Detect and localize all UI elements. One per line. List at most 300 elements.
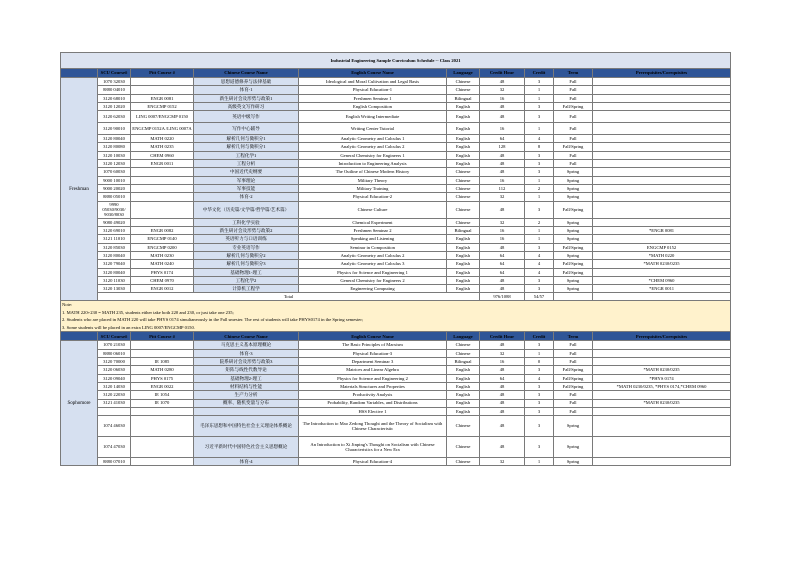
column-header: Prerequisites/Corequisites <box>593 332 731 341</box>
course-lang: English <box>447 160 480 168</box>
course-term: Fall <box>554 358 593 366</box>
total-credit: 54/57 <box>525 293 554 301</box>
notes-row <box>61 301 731 332</box>
column-header: Credit Hour <box>480 332 525 341</box>
course-lang: English <box>447 251 480 259</box>
course-cn: 解析几何与微积分3 <box>194 260 299 268</box>
course-credit: 3 <box>525 201 554 218</box>
course-credit: 4 <box>525 135 554 143</box>
course-lang: English <box>447 285 480 293</box>
course-cn: 毛泽东思想和中国特色社会主义理论体系概论 <box>194 416 299 437</box>
course-pitt: IE 1085 <box>131 358 194 366</box>
column-header: English Course Name <box>299 332 447 341</box>
course-en: Freshmen Seminar 2 <box>299 227 447 235</box>
course-pitt <box>131 184 194 192</box>
course-pitt <box>131 416 194 437</box>
course-lang: Chinese <box>447 86 480 94</box>
course-credit: 4 <box>525 260 554 268</box>
course-term: Spring <box>554 176 593 184</box>
course-lang: Bilingual <box>447 94 480 102</box>
column-header: Credit <box>525 332 554 341</box>
course-prereq: *MATH 0230/0235, *PHYS 0174,*CHEM 0960 <box>593 382 731 390</box>
course-credit: 0 <box>525 358 554 366</box>
course-hours: 16 <box>480 123 525 135</box>
course-row <box>61 193 731 201</box>
course-row <box>61 201 731 218</box>
course-scu: 8880 04010 <box>98 86 131 94</box>
column-header: Pitt Course # <box>131 69 194 78</box>
course-term: Spring <box>554 184 593 192</box>
course-term: Fall <box>554 349 593 357</box>
course-term: Fall <box>554 78 593 86</box>
course-lang: English <box>447 407 480 415</box>
course-en: An Introduction to Xi Jinping's Thought on Socialism with Chinese Characteristics for a New Era <box>299 437 447 458</box>
course-en: The Outline of Chinese Modern History <box>299 168 447 176</box>
course-cn: 高级英文写作研习 <box>194 102 299 110</box>
course-row <box>61 341 731 349</box>
course-scu: 3120 79040 <box>98 260 131 268</box>
course-scu: 1070 32030 <box>98 78 131 86</box>
course-row <box>61 227 731 235</box>
course-row <box>61 260 731 268</box>
course-prereq: *MATH 0230/0235 <box>593 399 731 407</box>
course-hours: 48 <box>480 168 525 176</box>
course-hours: 16 <box>480 176 525 184</box>
course-scu: 9080 49020 <box>98 218 131 226</box>
course-credit: 1 <box>525 458 554 466</box>
course-lang: Chinese <box>447 193 480 201</box>
course-prereq <box>593 94 731 102</box>
course-row <box>61 235 731 243</box>
course-hours: 64 <box>480 268 525 276</box>
course-hours: 48 <box>480 160 525 168</box>
course-pitt: ENGCMP 0200 <box>131 243 194 251</box>
course-pitt: ENGCMP 0140 <box>131 235 194 243</box>
total-empty <box>554 293 593 301</box>
header-spacer <box>61 332 98 341</box>
course-prereq <box>593 416 731 437</box>
course-term: Fall <box>554 151 593 159</box>
course-prereq <box>593 184 731 192</box>
course-pitt: ENGR 0011 <box>131 160 194 168</box>
course-scu: 9000 20020 <box>98 184 131 192</box>
course-scu: 3120 22030 <box>98 391 131 399</box>
course-hours: 32 <box>480 218 525 226</box>
course-hours: 48 <box>480 285 525 293</box>
course-prereq <box>593 437 731 458</box>
course-en: Physical Education-4 <box>299 458 447 466</box>
course-prereq <box>593 391 731 399</box>
column-header: Credit Hour <box>480 69 525 78</box>
course-term: Fall <box>554 111 593 123</box>
course-prereq: *CHEM 0960 <box>593 276 731 284</box>
course-en: Matrices and Linear Algebra <box>299 366 447 374</box>
course-cn: 中华文化（历史篇/文学篇/哲学篇/艺术篇） <box>194 201 299 218</box>
course-en: Probability, Random Variables, and Distributions <box>299 399 447 407</box>
column-header: Term <box>554 332 593 341</box>
course-lang: English <box>447 260 480 268</box>
course-cn: 体育-3 <box>194 349 299 357</box>
course-scu: 3120 13030 <box>98 285 131 293</box>
course-hours: 48 <box>480 366 525 374</box>
course-row <box>61 458 731 466</box>
course-prereq <box>593 201 731 218</box>
course-row <box>61 374 731 382</box>
course-hours: 64 <box>480 251 525 259</box>
course-lang: Chinese <box>447 218 480 226</box>
course-hours: 48 <box>480 78 525 86</box>
course-term: Spring <box>554 193 593 201</box>
course-hours: 16 <box>480 94 525 102</box>
course-lang: Bilingual <box>447 227 480 235</box>
course-row <box>61 358 731 366</box>
course-en: Engineering Computing <box>299 285 447 293</box>
course-credit: 1 <box>525 349 554 357</box>
course-credit: 3 <box>525 382 554 390</box>
course-row <box>61 111 731 123</box>
course-scu: 8880 06010 <box>98 349 131 357</box>
course-pitt <box>131 78 194 86</box>
course-credit: 3 <box>525 366 554 374</box>
course-term: Spring <box>554 285 593 293</box>
course-term: Spring <box>554 168 593 176</box>
course-hours: 48 <box>480 416 525 437</box>
course-scu: 3120 62030 <box>98 111 131 123</box>
course-en: English Composition <box>299 102 447 110</box>
course-term: Fall/Spring <box>554 374 593 382</box>
course-row <box>61 86 731 94</box>
course-prereq: *MATH 0220 <box>593 251 731 259</box>
course-en: English Writing Intermediate <box>299 111 447 123</box>
course-hours: 16 <box>480 358 525 366</box>
course-term: Spring <box>554 458 593 466</box>
course-lang: Chinese <box>447 349 480 357</box>
course-scu: 3120 11030 <box>98 276 131 284</box>
course-hours: 48 <box>480 407 525 415</box>
course-hours: 48 <box>480 111 525 123</box>
course-en: Analytic Geometry and Calculus 3 <box>299 260 447 268</box>
course-credit: 1 <box>525 227 554 235</box>
course-prereq <box>593 123 731 135</box>
course-credit: 1 <box>525 86 554 94</box>
course-en: Speaking and Listening <box>299 235 447 243</box>
course-lang: Chinese <box>447 201 480 218</box>
course-row <box>61 399 731 407</box>
course-scu: 3120 10030 <box>98 151 131 159</box>
course-hours: 48 <box>480 243 525 251</box>
course-lang: English <box>447 243 480 251</box>
course-prereq: *MATH 0230/0235 <box>593 260 731 268</box>
course-scu: 3120 68010 <box>98 94 131 102</box>
course-row <box>61 366 731 374</box>
course-credit: 3 <box>525 285 554 293</box>
column-header: SCU Course# <box>98 69 131 78</box>
course-credit: 3 <box>525 399 554 407</box>
course-scu: 3120 06030 <box>98 366 131 374</box>
course-pitt <box>131 218 194 226</box>
course-pitt: ENGR 0081 <box>131 94 194 102</box>
column-header: Prerequisites/Corequisites <box>593 69 731 78</box>
column-header: Chinese Course Name <box>194 332 299 341</box>
course-row <box>61 416 731 437</box>
course-prereq: *MATH 0230/0235 <box>593 366 731 374</box>
course-term: Fall/Spring <box>554 243 593 251</box>
course-scu: 3120 85030 <box>98 243 131 251</box>
course-en: HSS Elective 1 <box>299 407 447 415</box>
course-scu: 3120 80080 <box>98 143 131 151</box>
course-prereq <box>593 86 731 94</box>
course-cn: 专业英语写作 <box>194 243 299 251</box>
course-prereq <box>593 168 731 176</box>
course-pitt: ENGR 0082 <box>131 227 194 235</box>
column-header: Credit <box>525 69 554 78</box>
course-pitt: PHYS 0175 <box>131 374 194 382</box>
course-lang: Chinese <box>447 176 480 184</box>
course-lang: English <box>447 366 480 374</box>
course-row <box>61 160 731 168</box>
course-lang: English <box>447 123 480 135</box>
course-credit: 3 <box>525 407 554 415</box>
course-cn: 习近平新时代中国特色社会主义思想概论 <box>194 437 299 458</box>
course-pitt: CHEM 0960 <box>131 151 194 159</box>
course-pitt: ENGCMP 0152 <box>131 102 194 110</box>
course-term: Fall <box>554 399 593 407</box>
course-scu: 3120 80040 <box>98 251 131 259</box>
course-row <box>61 218 731 226</box>
course-pitt: ENGR 0022 <box>131 382 194 390</box>
year-label: Sophomore <box>61 341 98 466</box>
course-cn: 工科化学实验 <box>194 218 299 226</box>
course-credit: 3 <box>525 391 554 399</box>
course-cn: 体育-4 <box>194 458 299 466</box>
course-lang: Chinese <box>447 437 480 458</box>
course-cn: 生产力分析 <box>194 391 299 399</box>
course-en: Analytic Geometry and Calculus 1 <box>299 135 447 143</box>
course-row <box>61 143 731 151</box>
course-scu <box>98 407 131 415</box>
note-line: Note: <box>62 302 73 308</box>
course-pitt <box>131 407 194 415</box>
course-row <box>61 78 731 86</box>
course-scu: 1070 21030 <box>98 341 131 349</box>
course-hours: 48 <box>480 437 525 458</box>
course-lang: English <box>447 143 480 151</box>
course-row <box>61 437 731 458</box>
column-header: Chinese Course Name <box>194 69 299 78</box>
course-row <box>61 151 731 159</box>
course-hours: 48 <box>480 341 525 349</box>
course-row <box>61 243 731 251</box>
notes-cell <box>61 301 731 332</box>
course-cn: 工程化学2 <box>194 276 299 284</box>
course-en: Physical Education-2 <box>299 193 447 201</box>
total-label: Total <box>98 293 480 301</box>
header-row <box>61 332 731 341</box>
course-cn: 英语听力与口语训练 <box>194 235 299 243</box>
course-term: Fall/Spring <box>554 260 593 268</box>
course-lang: English <box>447 151 480 159</box>
total-row <box>61 293 731 301</box>
course-row <box>61 135 731 143</box>
course-credit: 1 <box>525 123 554 135</box>
course-prereq: *ENGR 0011 <box>593 285 731 293</box>
course-pitt: CHEM 0970 <box>131 276 194 284</box>
course-en: The Basic Principles of Marxism <box>299 341 447 349</box>
course-cn: 思想道德修养与法律基础 <box>194 78 299 86</box>
course-row <box>61 276 731 284</box>
course-cn: 军事理论 <box>194 176 299 184</box>
course-row <box>61 285 731 293</box>
course-scu: 9990 05030/9030/ 9030/8030 <box>98 201 131 218</box>
course-lang: English <box>447 235 480 243</box>
course-lang: Bilingual <box>447 358 480 366</box>
note-line: 2. Students who are placed in MATH 220 will take PHYS 0174 simultaneously in the Fall smester. The rest of students will take PHYS0174 in the Spring semester; <box>62 317 364 323</box>
course-cn: 英语中级写作 <box>194 111 299 123</box>
column-header: Term <box>554 69 593 78</box>
course-prereq <box>593 218 731 226</box>
course-cn: 解析几何与微积分1 <box>194 143 299 151</box>
course-lang: Chinese <box>447 341 480 349</box>
course-prereq: ENGCMP 0152 <box>593 243 731 251</box>
course-credit: 4 <box>525 268 554 276</box>
course-prereq <box>593 111 731 123</box>
course-credit: 1 <box>525 94 554 102</box>
course-en: Chemical Experiment <box>299 218 447 226</box>
course-lang: English <box>447 374 480 382</box>
column-header: SCU Course# <box>98 332 131 341</box>
course-pitt <box>131 437 194 458</box>
course-cn: 解析几何与微积分1 <box>194 135 299 143</box>
course-en: General Chemistry for Engineers 2 <box>299 276 447 284</box>
course-row <box>61 94 731 102</box>
course-en: Introduction to Engineering Analysis <box>299 160 447 168</box>
course-row <box>61 391 731 399</box>
course-scu: 8880 07010 <box>98 458 131 466</box>
course-en: Analytic Geometry and Calculus 2 <box>299 143 447 151</box>
course-hours: 128 <box>480 143 525 151</box>
course-scu: 3121 41030 <box>98 399 131 407</box>
course-hours: 64 <box>480 260 525 268</box>
column-header: Language <box>447 332 480 341</box>
course-prereq <box>593 193 731 201</box>
course-pitt <box>131 168 194 176</box>
course-en: Ideological and Moral Cultivation and Legal Basis <box>299 78 447 86</box>
course-pitt <box>131 86 194 94</box>
course-en: Physical Education-1 <box>299 86 447 94</box>
course-scu: 3120 80040 <box>98 135 131 143</box>
course-term: Fall/Spring <box>554 102 593 110</box>
header-spacer <box>61 69 98 78</box>
course-pitt <box>131 201 194 218</box>
course-row <box>61 349 731 357</box>
course-row <box>61 168 731 176</box>
course-hours: 48 <box>480 151 525 159</box>
course-cn: 体育-1 <box>194 86 299 94</box>
course-hours: 32 <box>480 193 525 201</box>
header-row <box>61 69 731 78</box>
course-prereq <box>593 349 731 357</box>
total-hours: 976/1088 <box>480 293 525 301</box>
course-prereq <box>593 268 731 276</box>
course-scu: 1074 46030 <box>98 416 131 437</box>
course-term: Fall/Spring <box>554 382 593 390</box>
course-lang: English <box>447 135 480 143</box>
course-pitt: IE 1054 <box>131 391 194 399</box>
course-cn: 写作中心辅导 <box>194 123 299 135</box>
course-pitt <box>131 176 194 184</box>
page-title: Industrial Engineering Sample Curriculum Schedule -- Class 2021 <box>61 53 731 69</box>
course-term: Fall <box>554 123 593 135</box>
course-en: Physics for Science and Engineering 1 <box>299 268 447 276</box>
course-en: The Introduction to Mao Zedong Thought and the Theory of Socialism with Chinese Characteristic <box>299 416 447 437</box>
course-term: Fall/Spring <box>554 366 593 374</box>
course-en: Productivity Analysis <box>299 391 447 399</box>
course-hours: 48 <box>480 399 525 407</box>
course-credit: 3 <box>525 341 554 349</box>
course-hours: 112 <box>480 184 525 192</box>
course-en: Seminar in Composition <box>299 243 447 251</box>
course-hours: 64 <box>480 374 525 382</box>
course-term: Spring <box>554 251 593 259</box>
course-lang: English <box>447 276 480 284</box>
course-credit: 3 <box>525 111 554 123</box>
course-cn: 基础物理2-理工 <box>194 374 299 382</box>
course-lang: English <box>447 111 480 123</box>
course-cn: 马克思主义基本原理概论 <box>194 341 299 349</box>
course-scu: 3120 70000 <box>98 358 131 366</box>
course-credit: 2 <box>525 184 554 192</box>
course-credit: 4 <box>525 251 554 259</box>
course-scu: 3120 90010 <box>98 123 131 135</box>
column-header: Language <box>447 69 480 78</box>
course-lang: Chinese <box>447 184 480 192</box>
course-credit: 3 <box>525 437 554 458</box>
course-term: Spring <box>554 227 593 235</box>
course-row <box>61 123 731 135</box>
course-hours: 64 <box>480 135 525 143</box>
course-row <box>61 268 731 276</box>
course-lang: English <box>447 391 480 399</box>
course-scu: 9000 10010 <box>98 176 131 184</box>
course-cn: 院系研讨会及形势与政策3 <box>194 358 299 366</box>
note-line: 1. MATH 220+230 = MATH 235, students either take both 220 and 230, or just take one 235; <box>62 309 234 315</box>
course-lang: English <box>447 102 480 110</box>
course-scu: 3120 12020 <box>98 102 131 110</box>
course-row <box>61 382 731 390</box>
course-pitt: ENGR 0012 <box>131 285 194 293</box>
course-pitt <box>131 349 194 357</box>
course-credit: 3 <box>525 151 554 159</box>
course-cn: 工程化学1 <box>194 151 299 159</box>
course-pitt: MATH 0230 <box>131 251 194 259</box>
course-scu: 3120 69010 <box>98 227 131 235</box>
course-cn: 军事技能 <box>194 184 299 192</box>
course-credit: 3 <box>525 416 554 437</box>
course-term: Spring <box>554 218 593 226</box>
course-en: Physical Education-3 <box>299 349 447 357</box>
course-prereq <box>593 341 731 349</box>
course-credit: 1 <box>525 193 554 201</box>
course-lang: English <box>447 382 480 390</box>
course-prereq <box>593 176 731 184</box>
course-pitt <box>131 341 194 349</box>
course-hours: 48 <box>480 382 525 390</box>
course-lang: Chinese <box>447 168 480 176</box>
course-scu: 3120 12030 <box>98 160 131 168</box>
course-prereq <box>593 358 731 366</box>
course-prereq <box>593 102 731 110</box>
course-prereq <box>593 143 731 151</box>
